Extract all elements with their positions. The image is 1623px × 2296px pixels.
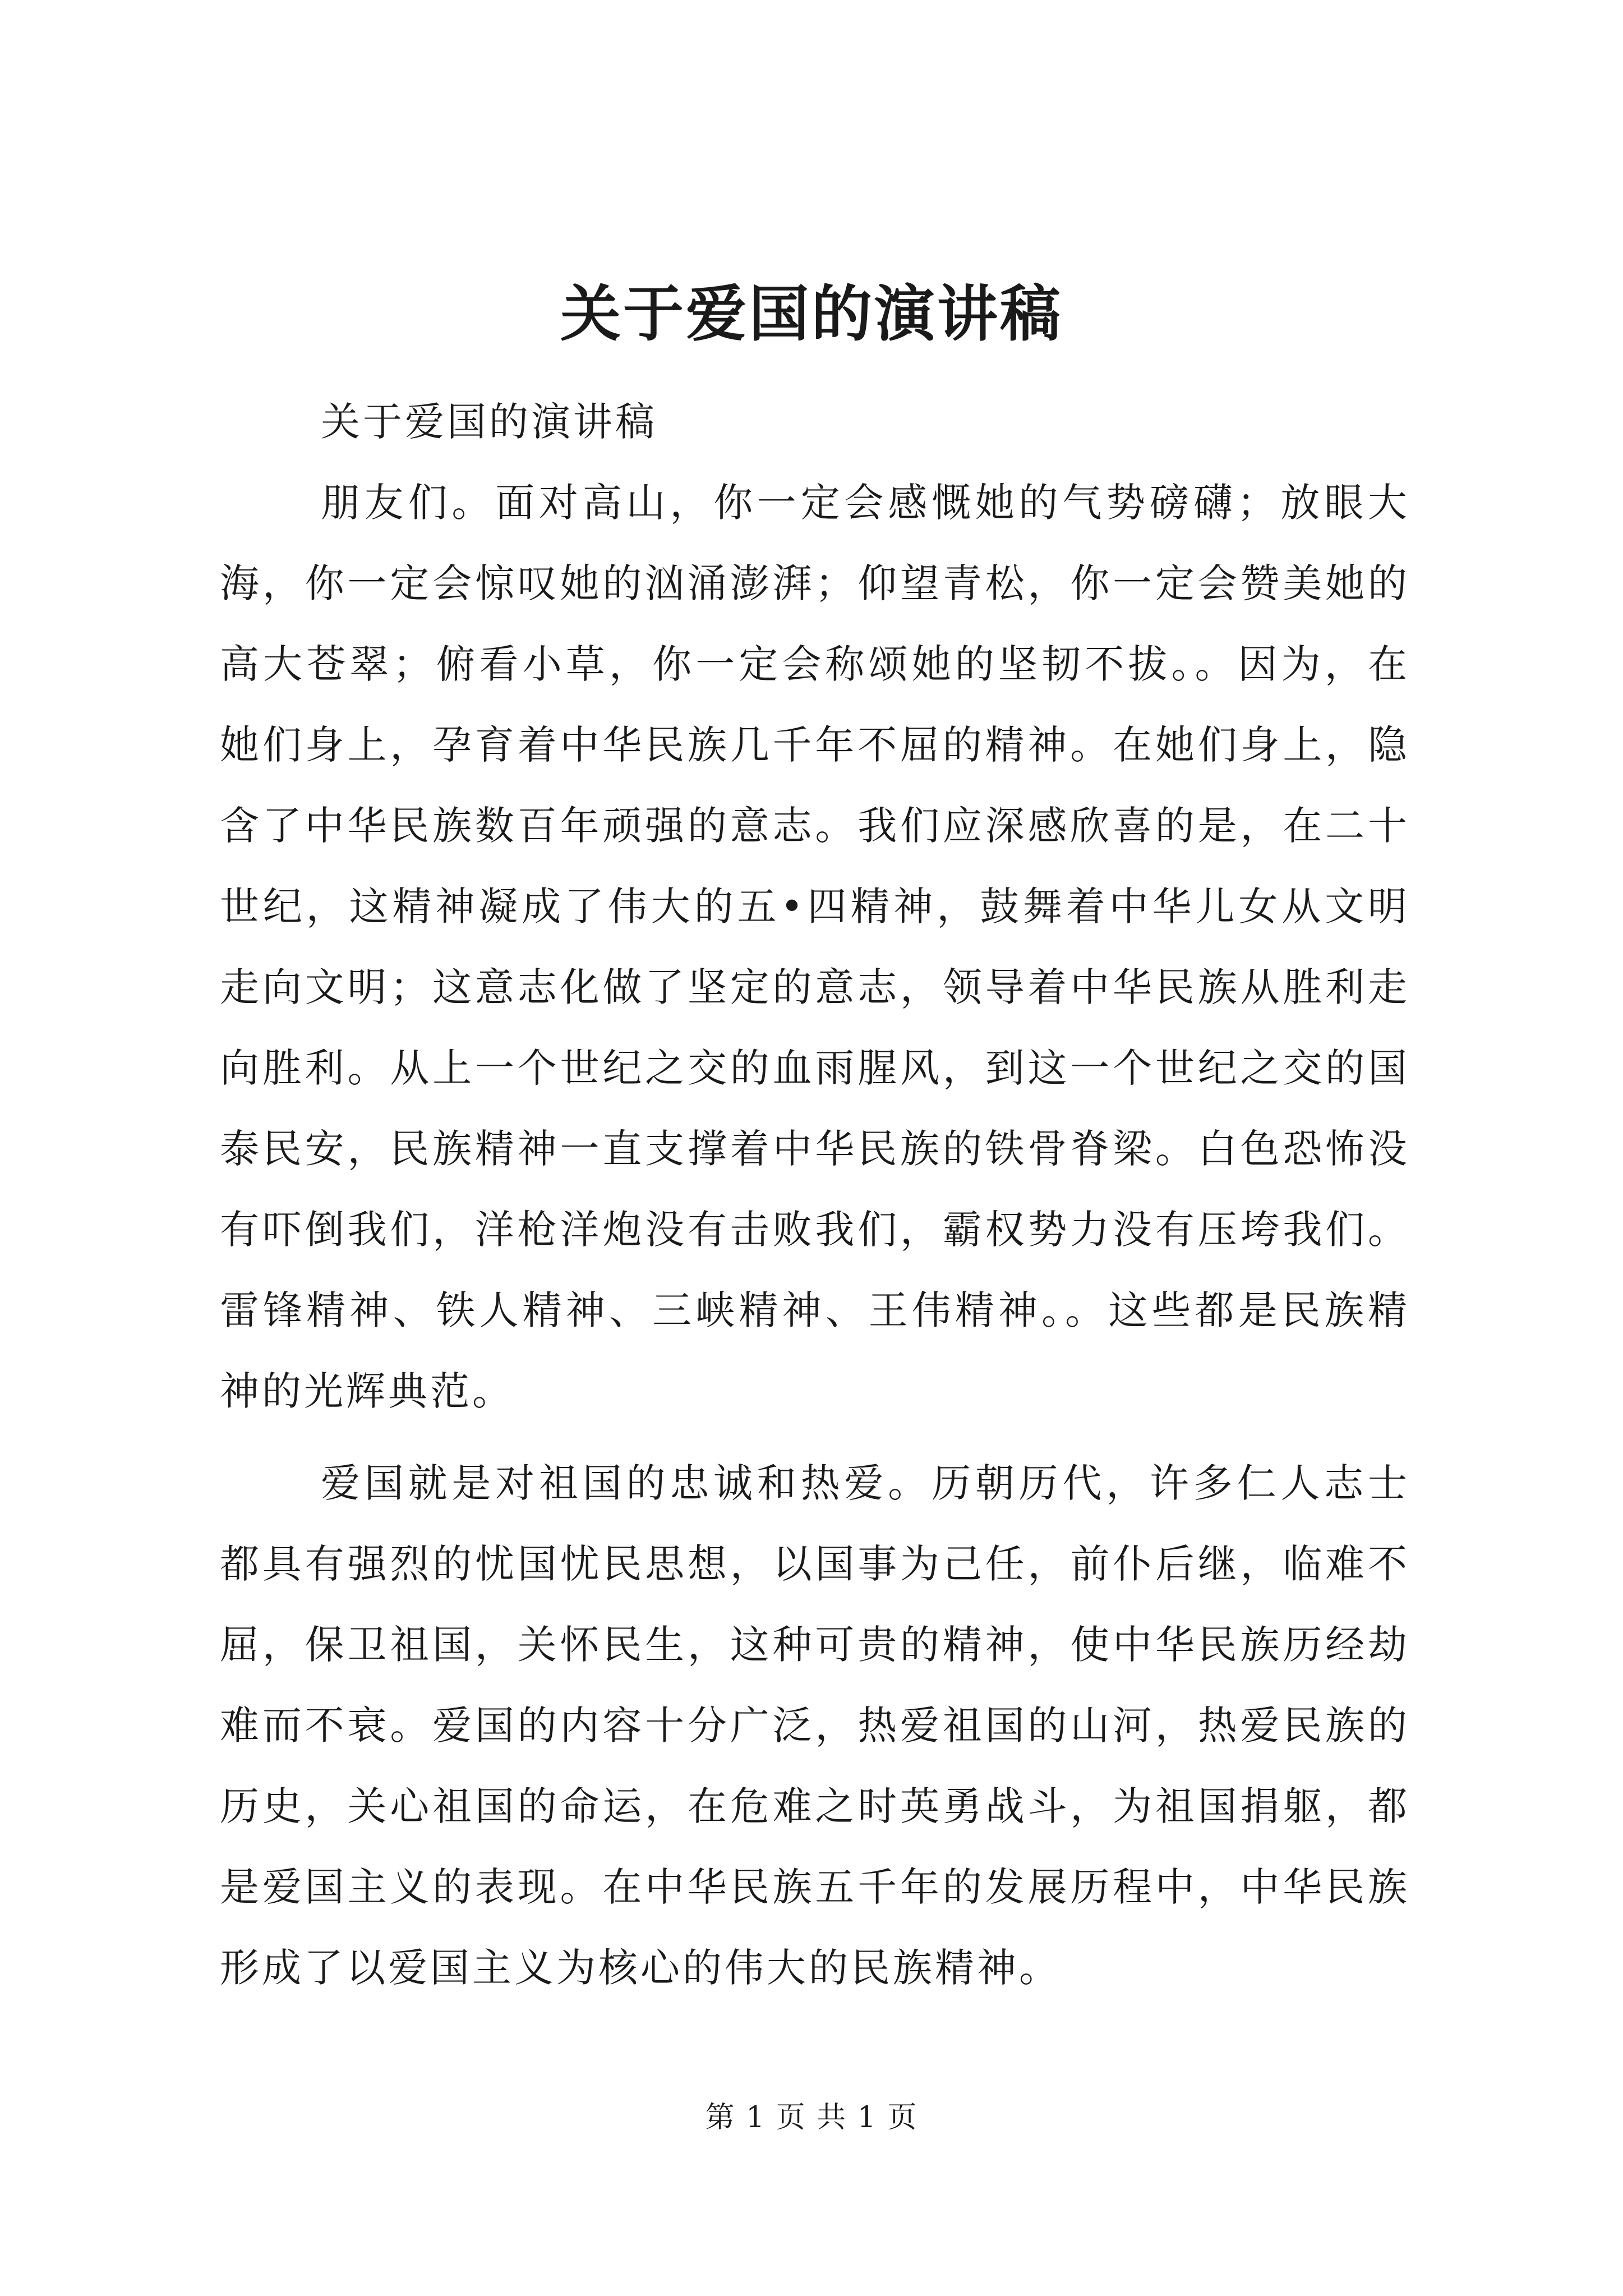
page-footer: 第 1 页 共 1 页 xyxy=(705,2101,918,2134)
document-body xyxy=(220,381,1410,2008)
body-paragraph: 爱国就是对祖国的忠诚和热爱。历朝历代，许多仁人志士都具有强烈的忧国忧民思想，以国事为己任，前仆后继，临难不屈，保卫祖国，关怀民生，这种可贵的精神，使中华民族历经劫难而不衰。爱国的内容十分广泛，热爱祖国的山河，热爱民族的历史，关心祖国的命运，在危难之时英勇战斗，为祖国捐躯，都是爱国主义的表现。在中华民族五千年的发展历程中，中华民族形成了以爱国主义为核心的伟大的民族精神。 xyxy=(220,1460,1410,1991)
page-title: 关于爱国的演讲稿 xyxy=(560,279,1063,349)
subtitle-paragraph: 关于爱国的演讲稿 xyxy=(321,399,657,445)
body-paragraph: 朋友们。面对高山，你一定会感慨她的气势磅礴；放眼大海，你一定会惊叹她的汹涌澎湃；仰望青松，你一定会赞美她的高大苍翠；俯看小草，你一定会称颂她的坚韧不拔。。因为，在她们身上，孕育着中华民族几千年不屈的精神。在她们身上，隐含了中华民族数百年顽强的意志。我们应深感欣喜的是，在二十世纪，这精神凝成了伟大的五•四精神，鼓舞着中华儿女从文明走向文明；这意志化做了坚定的意志，领导着中华民族从胜利走向胜利。从上一个世纪之交的血雨腥风，到这一个世纪之交的国泰民安，民族精神一直支撑着中华民族的铁骨脊梁。白色恐怖没有吓倒我们，洋枪洋炮没有击败我们，霸权势力没有压垮我们。雷锋精神、铁人精神、三峡精神、王伟精神。。这些都是民族精神的光辉典范。 xyxy=(220,480,1410,1414)
